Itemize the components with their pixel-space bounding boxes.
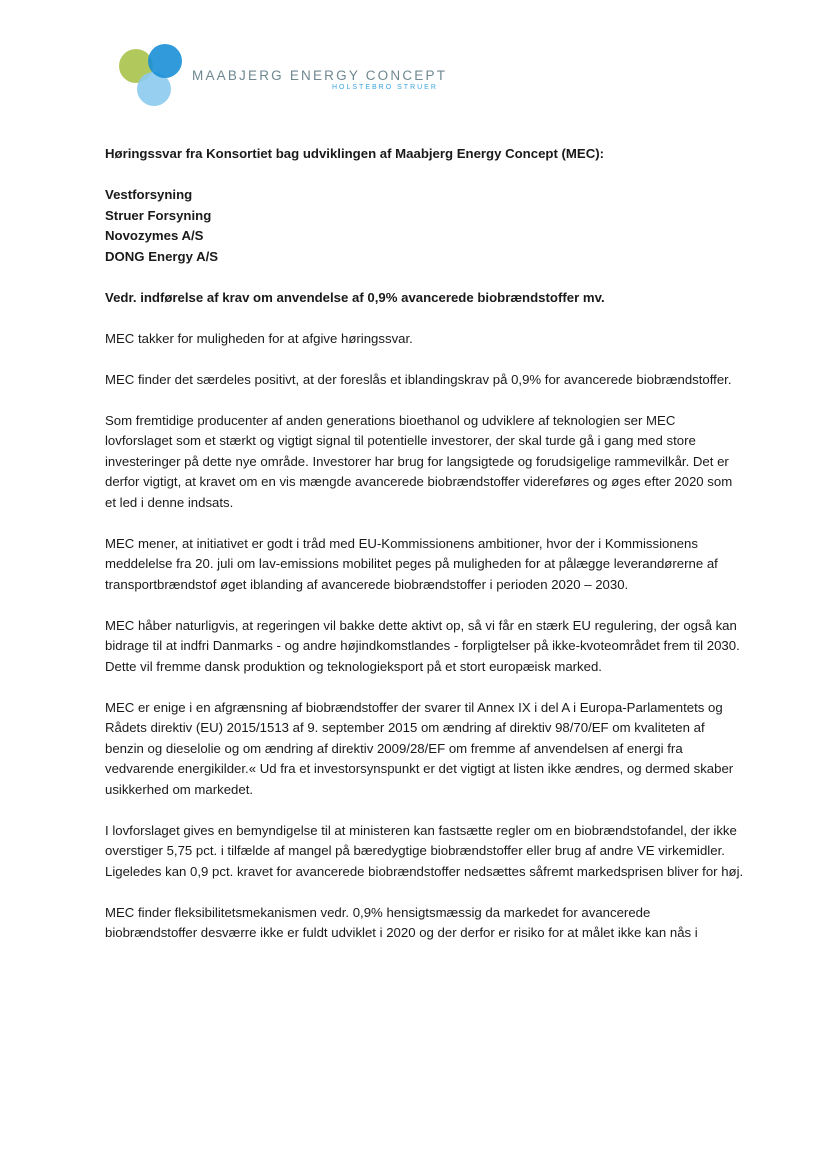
paragraph: Som fremtidige producenter af anden generations bioethanol og udviklere af teknologien ser MEC lovforslaget som et stærkt og vigtigt signal til potentielle investorer, der skal turde gå i gang med store investeringer på dette nye område. Investorer har brug for langsigtede og forudsigelige rammevilkår. Det er derfor vigtigt, at kravet om en vis mængde avancerede biobrændstoffer videreføres og øges efter 2020 som et led i denne indsats. (105, 412, 733, 510)
logo-company-name: MAABJERG ENERGY CONCEPT (192, 68, 448, 83)
paragraph: I lovforslaget gives en bemyndigelse til at ministeren kan fastsætte regler om en biobrændstofandel, der ikke overstiger 5,75 pct. i tilfælde af mangel på bæredygtige biobrændstoffer eller brug af andre VE virkemidler. Ligeledes kan 0,9 pct. kravet for avancerede biobrændstoffer nedsættes såfremt markedsprisen bliver for høj. (105, 822, 744, 879)
paragraph: MEC håber naturligvis, at regeringen vil bakke dette aktivt op, så vi får en stærk EU regulering, der også kan bidrage til at indfri Danmarks - og andre højindkomstlandes - forpligtelser på ikke-kvoteområdet frem til 2030. Dette vil fremme dansk produktion og teknologieksport på et stort europæisk marked. (105, 617, 740, 674)
organization-list (105, 185, 745, 267)
logo-tagline: HOLSTEBRO STRUER (332, 84, 438, 91)
letter-body (105, 144, 745, 964)
organization-name: Vestforsyning (105, 187, 193, 202)
paragraph: MEC finder fleksibilitetsmekanismen vedr. 0,9% hensigtsmæssig da markedet for avancerede biobrændstoffer desværre ikke er fuldt udviklet i 2020 og der derfor er risiko for at målet ikke kan nås i (105, 904, 698, 940)
logo-circles-icon (118, 42, 190, 108)
organization-name: Struer Forsyning (105, 207, 212, 223)
organization-name: DONG Energy A/S (105, 248, 219, 264)
letter-heading: Høringssvar fra Konsortiet bag udviklingen af Maabjerg Energy Concept (MEC): (105, 146, 605, 161)
paragraph: MEC finder det særdeles positivt, at der foreslås et iblandingskrav på 0,9% for avancerede biobrændstoffer. (105, 371, 732, 387)
organization-name: Novozymes A/S (105, 228, 204, 243)
company-logo (118, 42, 448, 108)
paragraph: MEC er enige i en afgrænsning af biobrændstoffer der svarer til Annex IX i del A i Europa-Parlamentets og Rådets direktiv (EU) 2015/1513 af 9. september 2015 om ændring af direktiv 98/70/EF om kvaliteten af benzin og dieselolie og om ændring af direktiv 2009/28/EF om fremme af anvendelsen af energi fra vedvarende energikilder.« Ud fra et investorsynspunkt er det vigtigt at listen ikke ændres, og dermed skaber usikkerhed om markedet. (105, 699, 734, 797)
paragraph: MEC takker for muligheden for at afgive høringssvar. (105, 330, 413, 346)
letter-subject: Vedr. indførelse af krav om anvendelse af 0,9% avancerede biobrændstoffer mv. (105, 289, 605, 305)
paragraph: MEC mener, at initiativet er godt i tråd med EU-Kommissionens ambitioner, hvor der i Kommissionens meddelelse fra 20. juli om lav-emissions mobilitet peges på muligheden for at pålægge leverandørerne af transportbrændstof øget iblanding af avancerede biobrændstoffer i perioden 2020 – 2030. (105, 535, 718, 592)
